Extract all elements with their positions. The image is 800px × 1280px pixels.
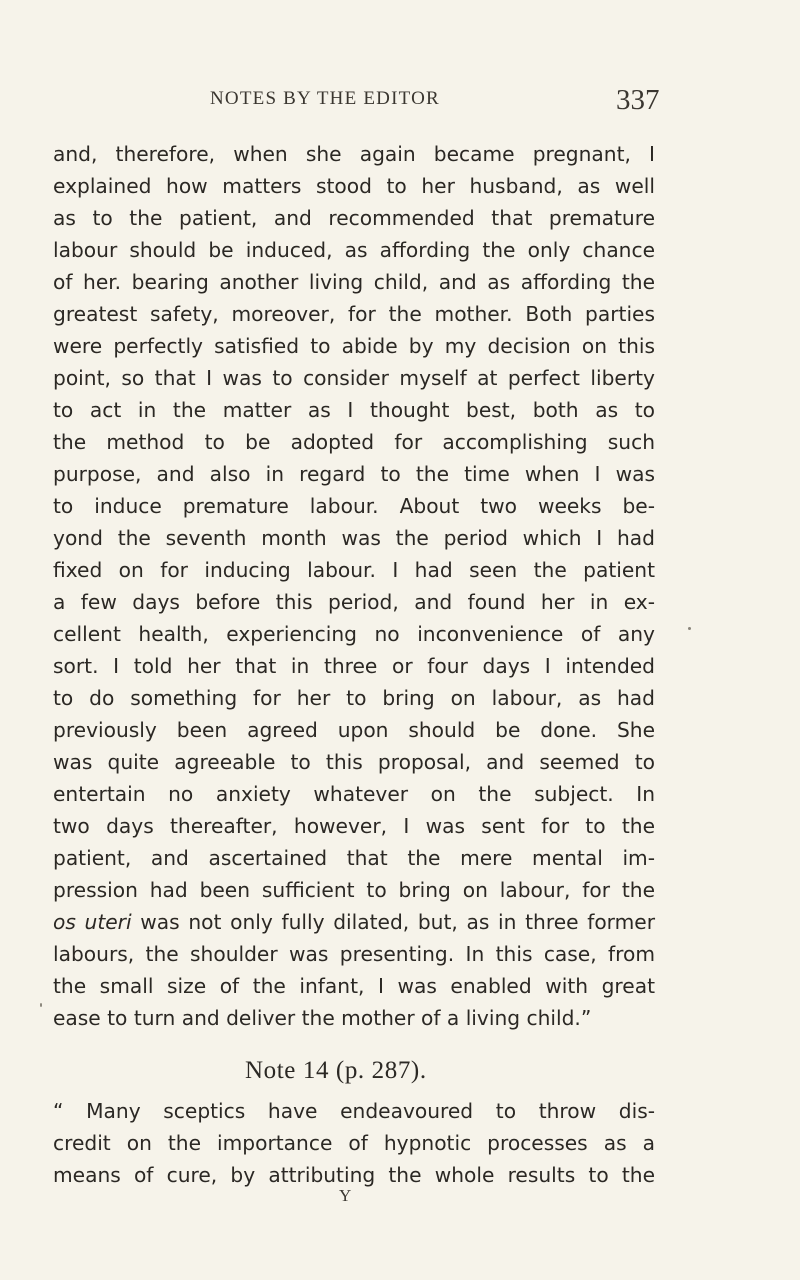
text-line: means of cure, by attributing the whole results to the xyxy=(53,1163,655,1187)
text-line: purpose, and also in regard to the time when I was xyxy=(53,462,655,486)
text-line: labours, the shoulder was presenting. In this case, from xyxy=(53,942,655,966)
text-line: patient, and ascertained that the mere mental im- xyxy=(53,846,655,870)
text-line: entertain no anxiety whatever on the subject. In xyxy=(53,782,655,806)
page-number: 337 xyxy=(616,84,660,116)
text-line: a few days before this period, and found her in ex- xyxy=(53,590,655,614)
paper-speck xyxy=(688,627,691,630)
text-line-rest: was not only fully dilated, but, as in three former xyxy=(131,910,656,934)
note-heading: Note 14 (p. 287). xyxy=(245,1057,427,1084)
text-line: fixed on for inducing labour. I had seen the patient xyxy=(53,558,655,582)
text-line: credit on the importance of hypnotic processes as a xyxy=(53,1131,655,1155)
body-paragraph xyxy=(53,138,655,1034)
text-line: and, therefore, when she again became pregnant, I xyxy=(53,142,655,166)
text-line: sort. I told her that in three or four days I intended xyxy=(53,654,655,678)
text-line: were perfectly satisfied to abide by my decision on this xyxy=(53,334,655,358)
running-head: NOTES BY THE EDITOR xyxy=(210,88,440,109)
text-line: pression had been sufficient to bring on labour, for the xyxy=(53,878,655,902)
text-line: point, so that I was to consider myself at perfect liberty xyxy=(53,366,655,390)
text-line-os-uteri xyxy=(53,906,655,938)
text-line: explained how matters stood to her husband, as well xyxy=(53,174,655,198)
text-line: labour should be induced, as affording the only chance xyxy=(53,238,655,262)
text-line: as to the patient, and recommended that premature xyxy=(53,206,655,230)
text-line: ease to turn and deliver the mother of a living child.” xyxy=(53,1006,592,1030)
text-line: yond the seventh month was the period which I had xyxy=(53,526,655,550)
note-paragraph xyxy=(53,1095,655,1191)
latin-term: os uteri xyxy=(53,910,132,934)
text-line: the method to be adopted for accomplishing such xyxy=(53,430,655,454)
text-line: was quite agreeable to this proposal, and seemed to xyxy=(53,750,655,774)
text-line: of her. bearing another living child, and as affording the xyxy=(53,270,655,294)
text-line: the small size of the infant, I was enabled with great xyxy=(53,974,655,998)
text-line: two days thereafter, however, I was sent for to the xyxy=(53,814,655,838)
text-line: cellent health, experiencing no inconvenience of any xyxy=(53,622,655,646)
text-line: greatest safety, moreover, for the mother. Both parties xyxy=(53,302,655,326)
signature-mark: Y xyxy=(339,1186,352,1205)
text-line: to act in the matter as I thought best, both as to xyxy=(53,398,655,422)
text-line: previously been agreed upon should be done. She xyxy=(53,718,655,742)
paper-speck xyxy=(40,1003,42,1007)
text-line: “ Many sceptics have endeavoured to throw dis- xyxy=(53,1099,655,1123)
text-line: to induce premature labour. About two weeks be- xyxy=(53,494,655,518)
text-line: to do something for her to bring on labour, as had xyxy=(53,686,655,710)
